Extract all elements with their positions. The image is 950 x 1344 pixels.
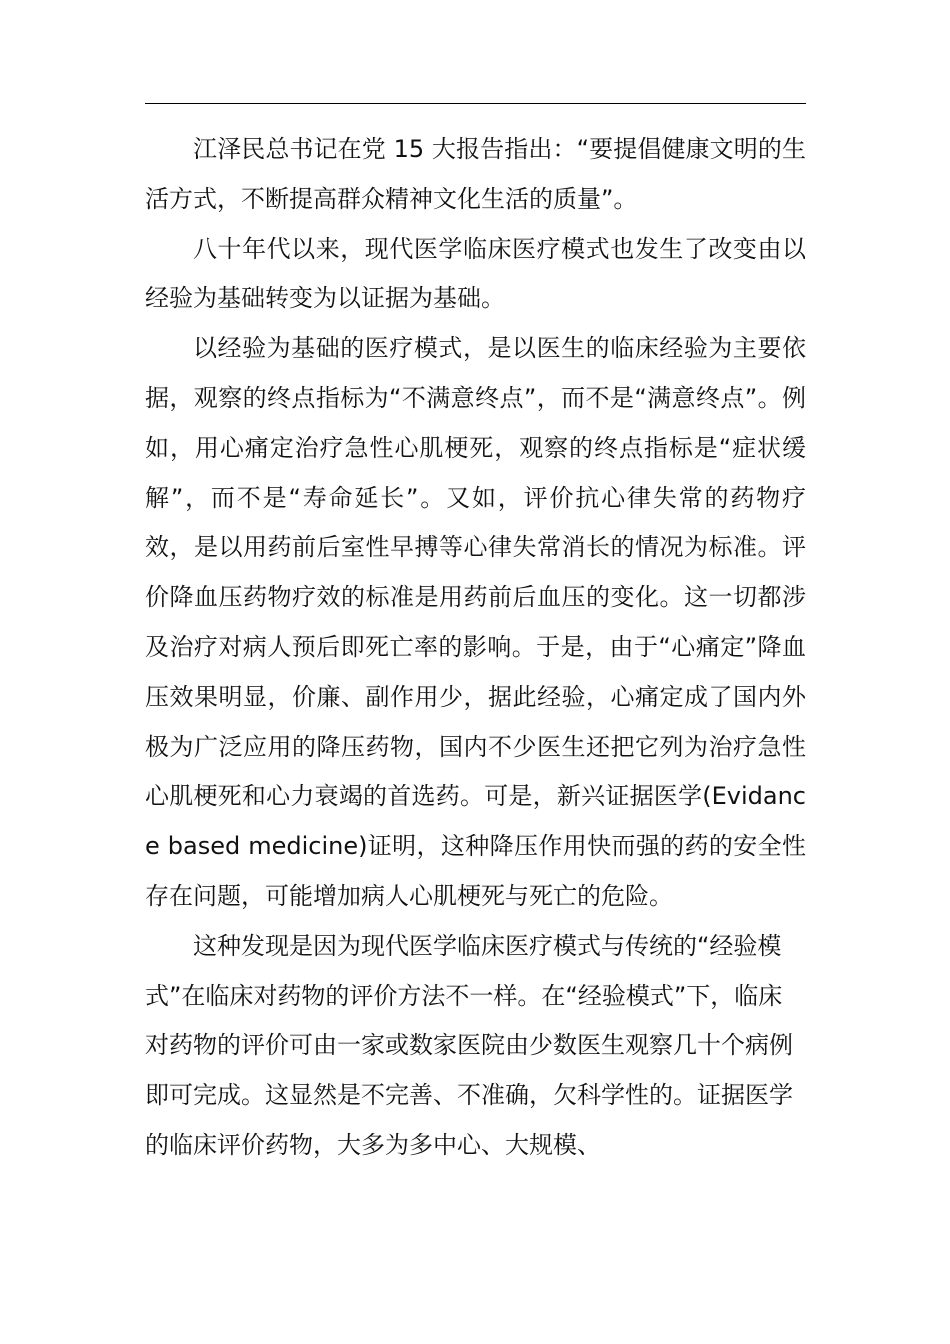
paragraph-report-quote: 江泽民总书记在党 15 大报告指出：“要提倡健康文明的生活方式，不断提高群众精神文化生活的质量”。	[145, 135, 806, 213]
header-rule	[145, 103, 806, 104]
paragraph-model-change: 八十年代以来，现代医学临床医疗模式也发生了改变由以经验为基础转变为以证据为基础。	[145, 234, 806, 313]
paragraph-evaluation-method: 这种发现是因为现代医学临床医疗模式与传统的“经验模式”在临床对药物的评价方法不一样。在“经验模式”下，临床对药物的评价可由一家或数家医院由少数医生观察几十个病例即可完成。这显然是不完善、不准确，欠科学性的。证据医学的临床评价药物，大多为多中心、大规模、	[145, 931, 793, 1159]
paragraph-experience-model: 以经验为基础的医疗模式，是以医生的临床经验为主要依据，观察的终点指标为“不满意终点”，而不是“满意终点”。例如，用心痛定治疗急性心肌梗死，观察的终点指标是“症状缓解”，而不是“寿命延长”。又如，评价抗心律失常的药物疗效，是以用药前后室性早搏等心律失常消长的情况为标准。评价降血压药物疗效的标准是用药前后血压的变化。这一切都涉及治疗对病人预后即死亡率的影响。于是，由于“心痛定”降血压效果明显，价廉、副作用少，据此经验，心痛定成了国内外极为广泛应用的降压药物，国内不少医生还把它列为治疗急性心肌梗死和心力衰竭的首选药。可是，新兴证据医学(Evidance based medicine)证明，这种降压作用快而强的药的安全性存在问题，可能增加病人心肌梗死与死亡的危险。	[145, 334, 806, 910]
document-body	[145, 125, 806, 1171]
